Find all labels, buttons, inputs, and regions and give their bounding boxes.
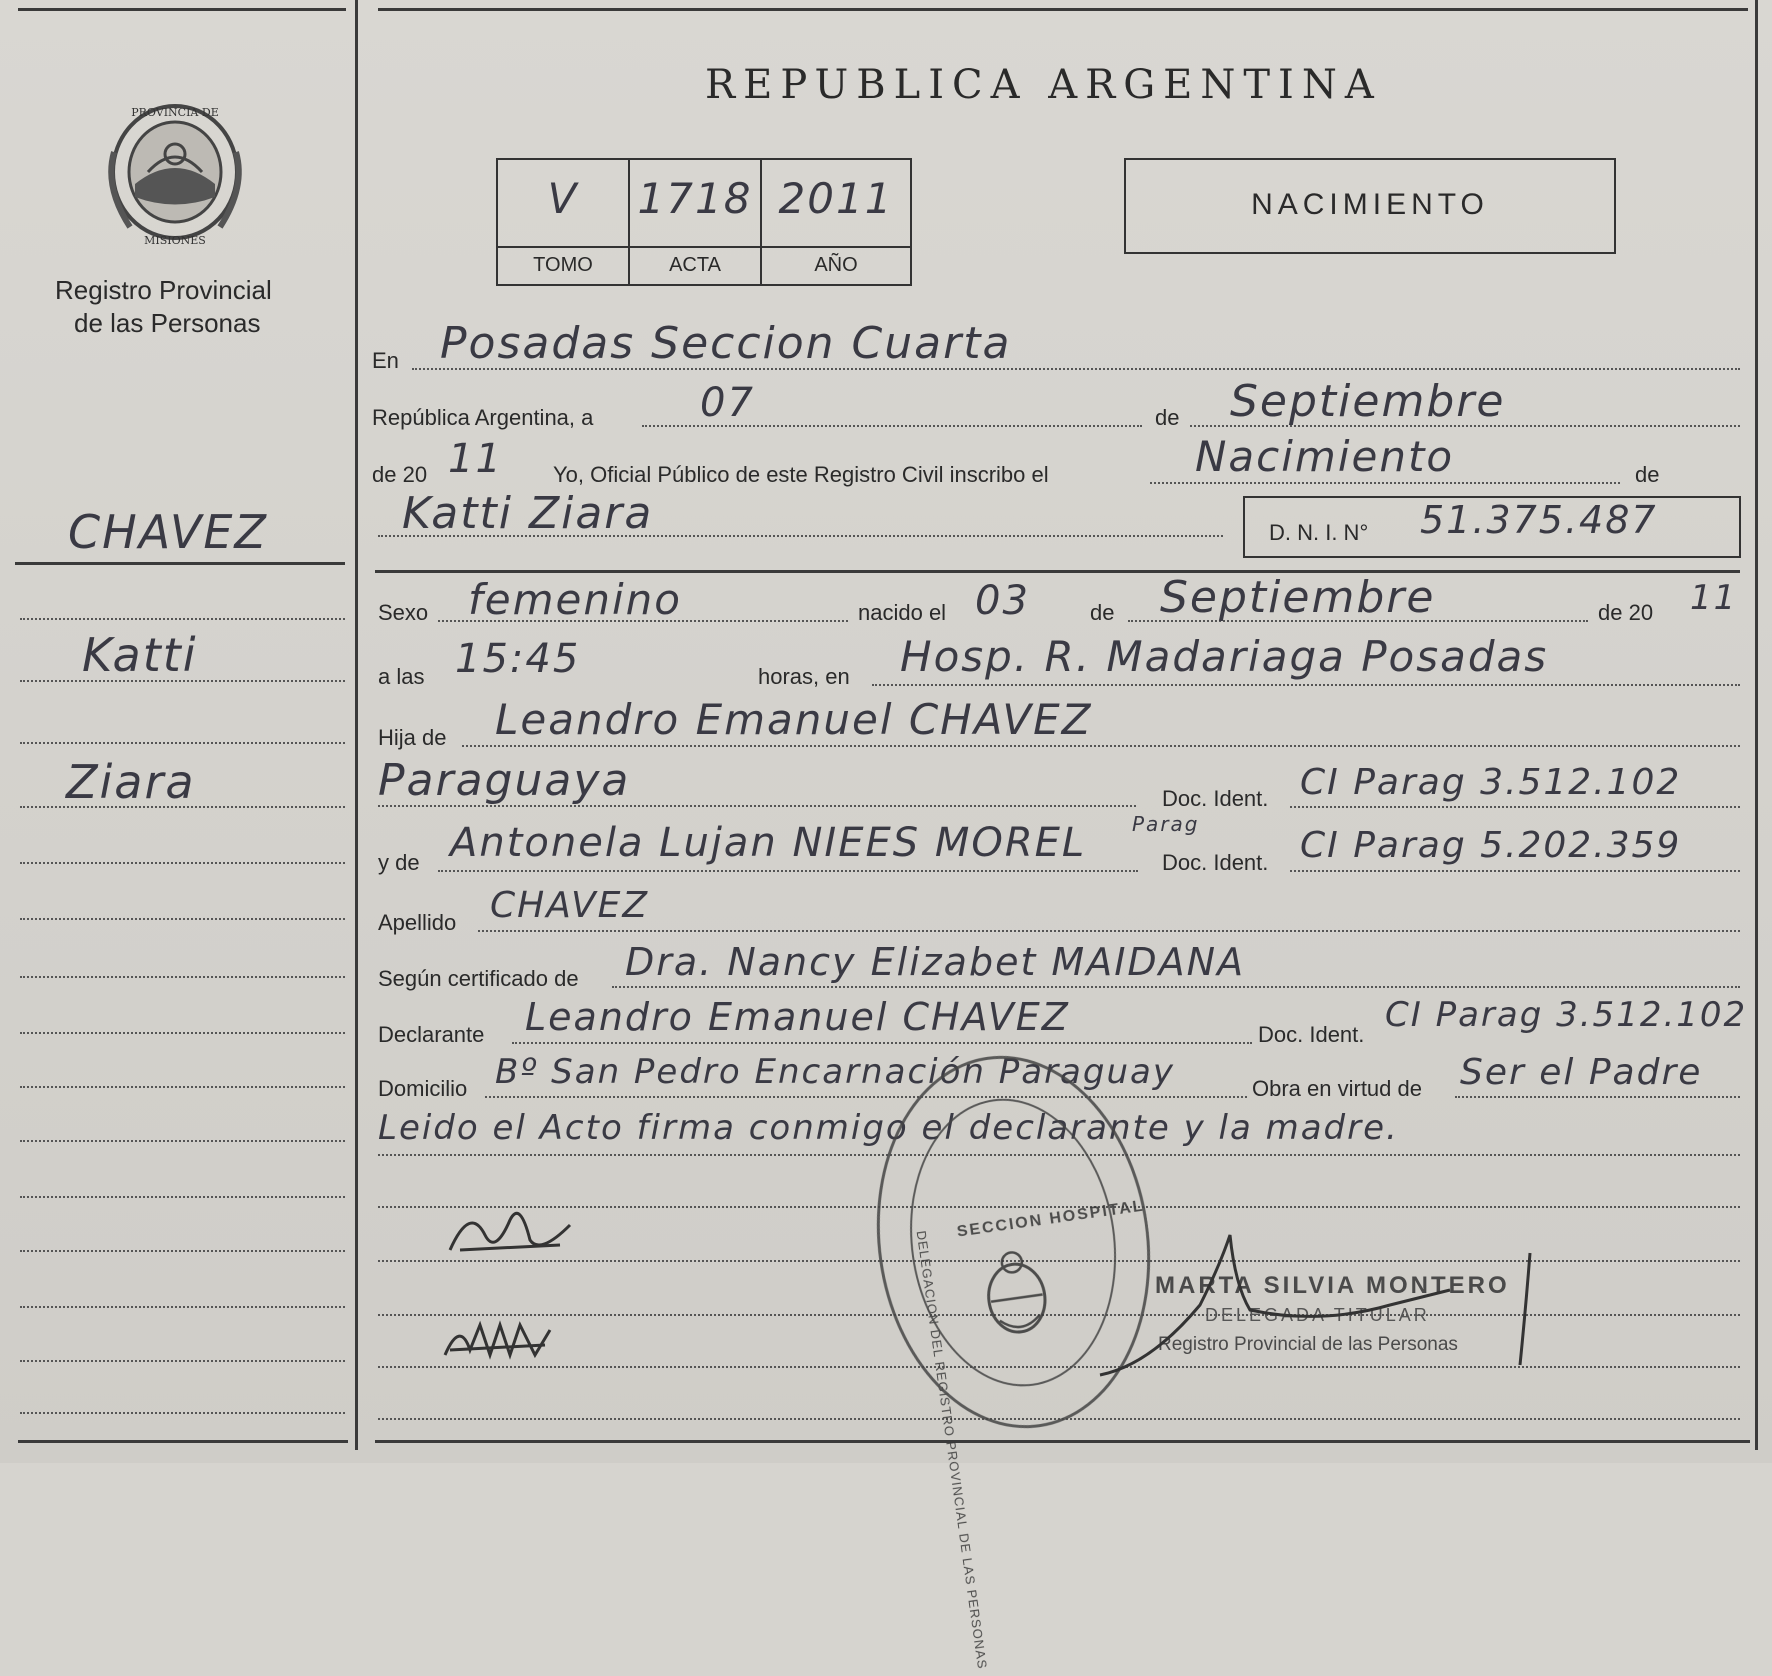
record-type-box [1124, 158, 1616, 254]
act-dotted-line [1150, 482, 1620, 484]
coat-of-arms-icon [970, 1243, 1062, 1343]
margin-dotted-line [20, 806, 345, 808]
right-border [1755, 0, 1758, 1450]
apellido-label: Apellido [378, 910, 457, 935]
child-name: Katti Ziara [402, 488, 654, 539]
apellido-value: CHAVEZ [490, 885, 650, 926]
oficial-label: Yo, Oficial Público de este Registro Civil inscribo el [553, 462, 1049, 487]
de-label-2: de [1635, 462, 1660, 487]
margin-dotted-line [20, 1250, 345, 1252]
declarante-label: Declarante [378, 1022, 485, 1047]
father-dotted-line [462, 745, 1740, 747]
column-divider [355, 0, 358, 1450]
margin-dotted-line [20, 1086, 345, 1088]
record-type: NACIMIENTO [1251, 188, 1489, 221]
margin-dotted-line [20, 1306, 345, 1308]
registry-name-line1: Registro Provincial [55, 275, 272, 305]
official-office: Registro Provincial de las Personas [1158, 1334, 1458, 1355]
signature-mother [440, 1310, 560, 1370]
margin-dotted-line [20, 680, 345, 682]
mother-doc-label: Doc. Ident. [1162, 850, 1269, 875]
registration-month: Septiembre [1230, 376, 1506, 427]
sexo-label: Sexo [378, 600, 429, 625]
obra-label: Obra en virtud de [1252, 1076, 1422, 1101]
acta-label: ACTA [628, 246, 762, 286]
acta-cell: 1718 [628, 158, 762, 248]
certifying-doctor: Dra. Nancy Elizabet MAIDANA [625, 940, 1246, 984]
margin-first-name: Katti [82, 628, 198, 682]
margin-dotted-line [20, 1140, 345, 1142]
de-label: de [1155, 405, 1180, 430]
seal-ring-text: DELEGACION DEL REGISTRO PROVINCIAL DE LAS PERSONAS [913, 1229, 991, 1671]
declarante-doc-label: Doc. Ident. [1258, 1022, 1365, 1047]
tomo-label: TOMO [496, 246, 630, 286]
official-signature [1090, 1215, 1550, 1390]
birth-place-dotted-line [872, 684, 1740, 686]
dni-label: D. N. I. N° [1269, 520, 1369, 545]
year-prefix-label: de 20 [372, 462, 428, 487]
bottom-rule-left [18, 1440, 348, 1443]
margin-dotted-line [20, 862, 345, 864]
hija-label: Hija de [378, 725, 447, 750]
sex: femenino [468, 575, 682, 624]
father-nationality: Paraguaya [378, 755, 631, 806]
obra-value: Ser el Padre [1460, 1052, 1703, 1093]
declarant-document: CI Parag 3.512.102 [1385, 995, 1748, 1035]
margin-dotted-line [20, 1032, 345, 1034]
domicilio-dotted-line [485, 1096, 1247, 1098]
registration-day: 07 [700, 380, 755, 426]
en-label: En [372, 348, 399, 373]
apellido-dotted-line [478, 930, 1740, 932]
anio-cell: 2011 [760, 158, 912, 248]
mother-name: Antonela Lujan NIEES MOREL [450, 820, 1087, 866]
registration-year-suffix: 11 [448, 436, 503, 482]
registry-name-line2: de las Personas [74, 308, 261, 338]
domicilio-label: Domicilio [378, 1076, 468, 1101]
dni-number: 51.375.487 [1420, 498, 1658, 542]
domicile: Bº San Pedro Encarnación Paraguay [495, 1052, 1175, 1092]
declarant-name: Leandro Emanuel CHAVEZ [525, 995, 1070, 1039]
official-name: MARTA SILVIA MONTERO [1155, 1272, 1510, 1299]
margin-surname: CHAVEZ [68, 505, 268, 559]
top-rule-right [378, 8, 1748, 11]
top-rule-left [18, 8, 346, 11]
birth-hour: 15:45 [455, 636, 581, 682]
father-doc-label: Doc. Ident. [1162, 786, 1269, 811]
certificado-label: Según certificado de [378, 966, 579, 991]
seal-inner-text: SECCION HOSPITAL [955, 1197, 1146, 1241]
margin-dotted-line [20, 742, 345, 744]
act-type: Nacimiento [1195, 432, 1455, 481]
birth-month: Septiembre [1160, 572, 1436, 623]
republica-label: República Argentina, a [372, 405, 594, 430]
de20-label: de 20 [1598, 600, 1654, 625]
father-document: CI Parag 3.512.102 [1300, 762, 1682, 803]
mother-nationality: Parag [1132, 812, 1200, 836]
mother-document: CI Parag 5.202.359 [1300, 825, 1682, 866]
name-dotted-line [378, 535, 1223, 537]
father-nationality-dotted-line [378, 805, 1136, 807]
margin-dotted-line [20, 976, 345, 978]
father-doc-dotted-line [1290, 806, 1740, 808]
margin-dotted-line [20, 918, 345, 920]
mother-doc-dotted-line [1290, 870, 1740, 872]
margin-dotted-line [20, 1412, 345, 1414]
place-of-registration: Posadas Seccion Cuarta [440, 318, 1012, 369]
father-name: Leandro Emanuel CHAVEZ [495, 695, 1093, 744]
certificado-dotted-line [612, 986, 1740, 988]
document-title: REPUBLICA ARGENTINA [705, 62, 1382, 108]
bottom-rule-right [375, 1440, 1750, 1443]
remarks: Leido el Acto firma conmigo el declarante y la madre. [378, 1108, 1399, 1148]
nacido-label: nacido el [858, 600, 947, 625]
provincial-seal-logo [100, 92, 250, 247]
yde-label: y de [378, 850, 420, 875]
dni-box [1243, 496, 1741, 558]
svg-text:MISIONES: MISIONES [144, 234, 206, 247]
obra-dotted-line [1455, 1096, 1740, 1098]
margin-dotted-line [20, 1196, 345, 1198]
svg-text:PROVINCIA DE: PROVINCIA DE [131, 106, 219, 119]
tomo-cell: V [496, 158, 630, 248]
birth-day: 03 [975, 578, 1030, 624]
margin-surname-rule [15, 562, 345, 565]
de-label-3: de [1090, 600, 1115, 625]
official-title: DELEGADA TITULAR [1205, 1305, 1430, 1325]
margin-second-name: Ziara [66, 755, 196, 809]
mother-dotted-line [438, 870, 1138, 872]
horas-label: horas, en [758, 664, 850, 689]
declarante-dotted-line [512, 1042, 1252, 1044]
birth-place: Hosp. R. Madariaga Posadas [900, 632, 1549, 681]
margin-dotted-line [20, 618, 345, 620]
birth-year-suffix: 11 [1690, 578, 1738, 618]
alas-label: a las [378, 664, 425, 689]
section-rule [375, 570, 1740, 573]
anio-label: AÑO [760, 246, 912, 286]
margin-dotted-line [20, 1360, 345, 1362]
